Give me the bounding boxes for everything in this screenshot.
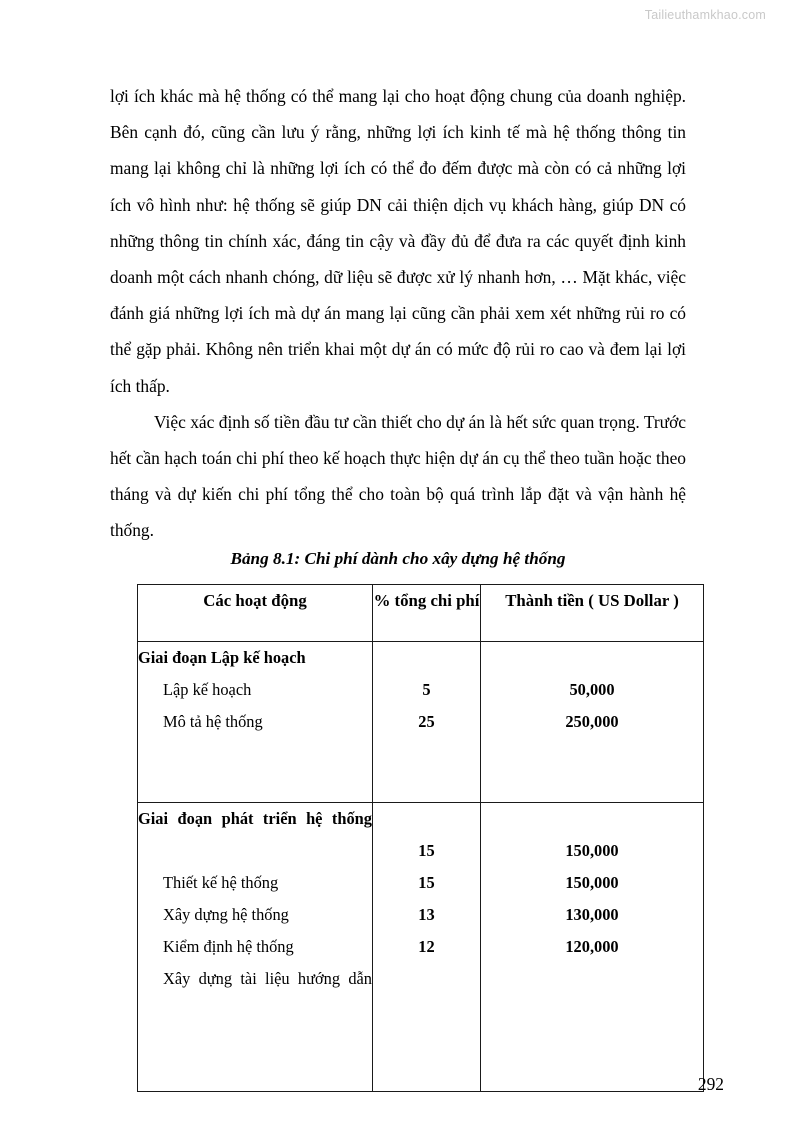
spacer-line xyxy=(138,1027,372,1059)
group-amount-value: 150,000 xyxy=(565,841,619,860)
section-planning-activities xyxy=(138,642,373,803)
spacer-line xyxy=(138,770,372,802)
section-planning-amounts xyxy=(481,642,704,803)
header-activity: Các hoạt động xyxy=(138,585,373,642)
group-percent-value: 15 xyxy=(418,841,435,860)
cost-table xyxy=(137,584,704,1092)
section-planning-percents xyxy=(373,642,481,803)
group-title-planning: Giai đoạn Lập kế hoạch xyxy=(138,648,306,667)
group-title-development: Giai đoạn phát triển hệ thống xyxy=(138,809,372,828)
spacer-line xyxy=(138,1059,372,1091)
amount-value: 250,000 xyxy=(565,712,619,731)
spacer-line xyxy=(373,642,480,674)
sub-activity: Kiểm định hệ thống xyxy=(163,937,294,956)
table-row xyxy=(138,642,704,803)
body-text-block xyxy=(110,78,686,549)
percent-value: 15 xyxy=(418,873,435,892)
section-development-activities xyxy=(138,803,373,1092)
sub-activity: Lập kế hoạch xyxy=(163,680,252,699)
paragraph-2: Việc xác định số tiền đầu tư cần thiết cho dự án là hết sức quan trọng. Trước hết cần hạch toán chi phí theo kế hoạch thực hiện dự án cụ thể theo tuần hoặc theo tháng và dự kiến chi phí tổng thể cho toàn bộ quá trình lắp đặt và vận hành hệ thống. xyxy=(110,411,686,541)
header-amount: Thành tiền ( US Dollar ) xyxy=(481,585,704,642)
spacer-line xyxy=(481,803,703,835)
section-development-amounts xyxy=(481,803,704,1092)
header-percent: % tổng chi phí xyxy=(373,585,481,642)
paragraph-1: lợi ích khác mà hệ thống có thể mang lại cho hoạt động chung của doanh nghiệp. Bên cạnh đó, cũng cần lưu ý rằng, những lợi ích kinh tế mà hệ thống thông tin mang lại không chỉ là những lợi ích có thể đo đếm được mà còn có cả những lợi ích vô hình như: hệ thống sẽ giúp DN cải thiện dịch vụ khách hàng, giúp DN có những thông tin chính xác, đáng tin cậy và đầy đủ để đưa ra các quyết định kinh doanh một cách nhanh chóng, dữ liệu sẽ được xử lý nhanh hơn, … Mặt khác, việc đánh giá những lợi ích mà dự án mang lại cũng cần phải xem xét những rủi ro có thể gặp phải. Không nên triển khai một dự án có mức độ rủi ro cao và đem lại lợi ích thấp. xyxy=(110,86,686,396)
amount-value: 50,000 xyxy=(569,680,615,699)
percent-value: 13 xyxy=(418,905,435,924)
table-caption: Bảng 8.1: Chi phí dành cho xây dựng hệ thống xyxy=(230,549,566,568)
amount-value: 130,000 xyxy=(565,905,619,924)
section-development-percents xyxy=(373,803,481,1092)
percent-value: 25 xyxy=(418,712,435,731)
site-watermark: Tailieuthamkhao.com xyxy=(644,8,766,22)
table-header-row xyxy=(138,585,704,642)
spacer-line xyxy=(138,738,372,770)
sub-activity: Xây dựng tài liệu hướng dẫn xyxy=(163,969,372,988)
percent-value: 12 xyxy=(418,937,435,956)
table-row xyxy=(138,803,704,1092)
page-number: 292 xyxy=(697,1074,724,1094)
percent-value: 5 xyxy=(422,680,431,699)
sub-activity: Mô tả hệ thống xyxy=(163,712,263,731)
spacer-line xyxy=(373,803,480,835)
sub-activity: Xây dựng hệ thống xyxy=(163,905,289,924)
amount-value: 150,000 xyxy=(565,873,619,892)
sub-activity: Thiết kế hệ thống xyxy=(163,873,279,892)
amount-value: 120,000 xyxy=(565,937,619,956)
spacer-line xyxy=(481,642,703,674)
